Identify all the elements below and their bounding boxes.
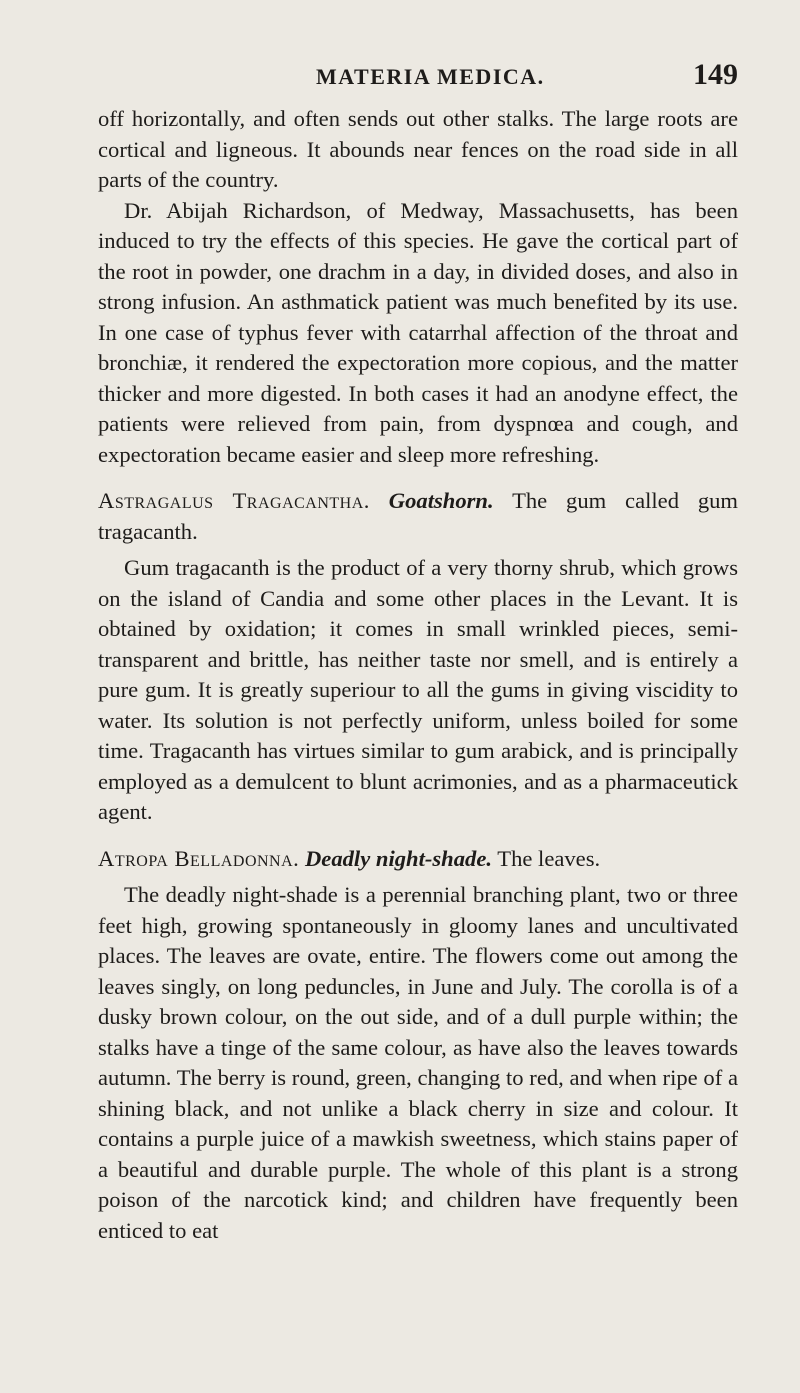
entry-atropa-name: Atropa Belladonna. — [98, 845, 300, 871]
page-header — [98, 60, 738, 100]
entry-astragalus-name: Astragalus Tragacantha. — [98, 488, 370, 513]
entry-atropa-common: Deadly night-shade. — [304, 845, 493, 871]
running-head: MATERIA MEDICA. — [316, 64, 545, 89]
entry-atropa-text: The deadly night-shade is a perennial branching plant, two or three feet high, growing spontaneously in gloomy lanes and uncultivated places. The leaves are ovate, entire. The flowers come out among the leaves singly, on long peduncles, in June and July. The corolla is of a dusky brown colour, on the out side, and of a dull purple within; the stalks have a tinge of the same colour, as have also the leaves towards autumn. The berry is round, green, changing to red, and when ripe of a shining black, and not unlike a black cherry in size and colour. It contains a purple juice of a mawkish sweetness, which stains paper of a beautiful and durable purple. The whole of this plant is a strong poison of the narcotick kind; and children have frequently been enticed to eat — [98, 882, 738, 1243]
page-number: 149 — [693, 58, 738, 91]
entry-astragalus-heading — [98, 486, 738, 547]
entry-atropa-heading — [98, 844, 738, 875]
page-body — [98, 104, 738, 1246]
entry-astragalus-common: Goatshorn. — [388, 488, 494, 513]
entry-atropa-part: The leaves. — [497, 845, 601, 871]
richardson-paragraph: Dr. Abijah Richardson, of Medway, Massachusetts, has been induced to try the effects of this species. He gave the cortical part of the root in powder, one drachm in a day, in divided doses, and also in strong infusion. An asthmatick patient was much benefited by its use. In one case of typhus fever with catarrhal affection of the throat and bronchiæ, it rendered the expectoration more copious, and the matter thicker and more digested. In both cases it had an anodyne effect, the patients were relieved from pain, from dyspnœa and cough, and expectoration became easier and sleep more refreshing. — [98, 197, 738, 467]
entry-astragalus-text: Gum tragacanth is the product of a very thorny shrub, which grows on the island of Candia and some other places in the Levant. It is obtained by oxidation; it comes in small wrinkled pieces, semi-transparent and brittle, has neither taste nor smell, and is entirely a pure gum. It is greatly superiour to all the gums in giving viscidity to water. Its solution is not perfectly uniform, unless boiled for some time. Tragacanth has virtues similar to gum arabick, and is principally employed as a demulcent to blunt acrimonies, and as a pharmaceutick agent. — [98, 555, 738, 824]
entry-astragalus-part: The gum called gum tragacanth. — [98, 488, 738, 544]
continuation-paragraph: off horizontally, and often sends out other stalks. The large roots are cortical and ligneous. It abounds near fences on the road side in all parts of the country. — [98, 106, 738, 192]
